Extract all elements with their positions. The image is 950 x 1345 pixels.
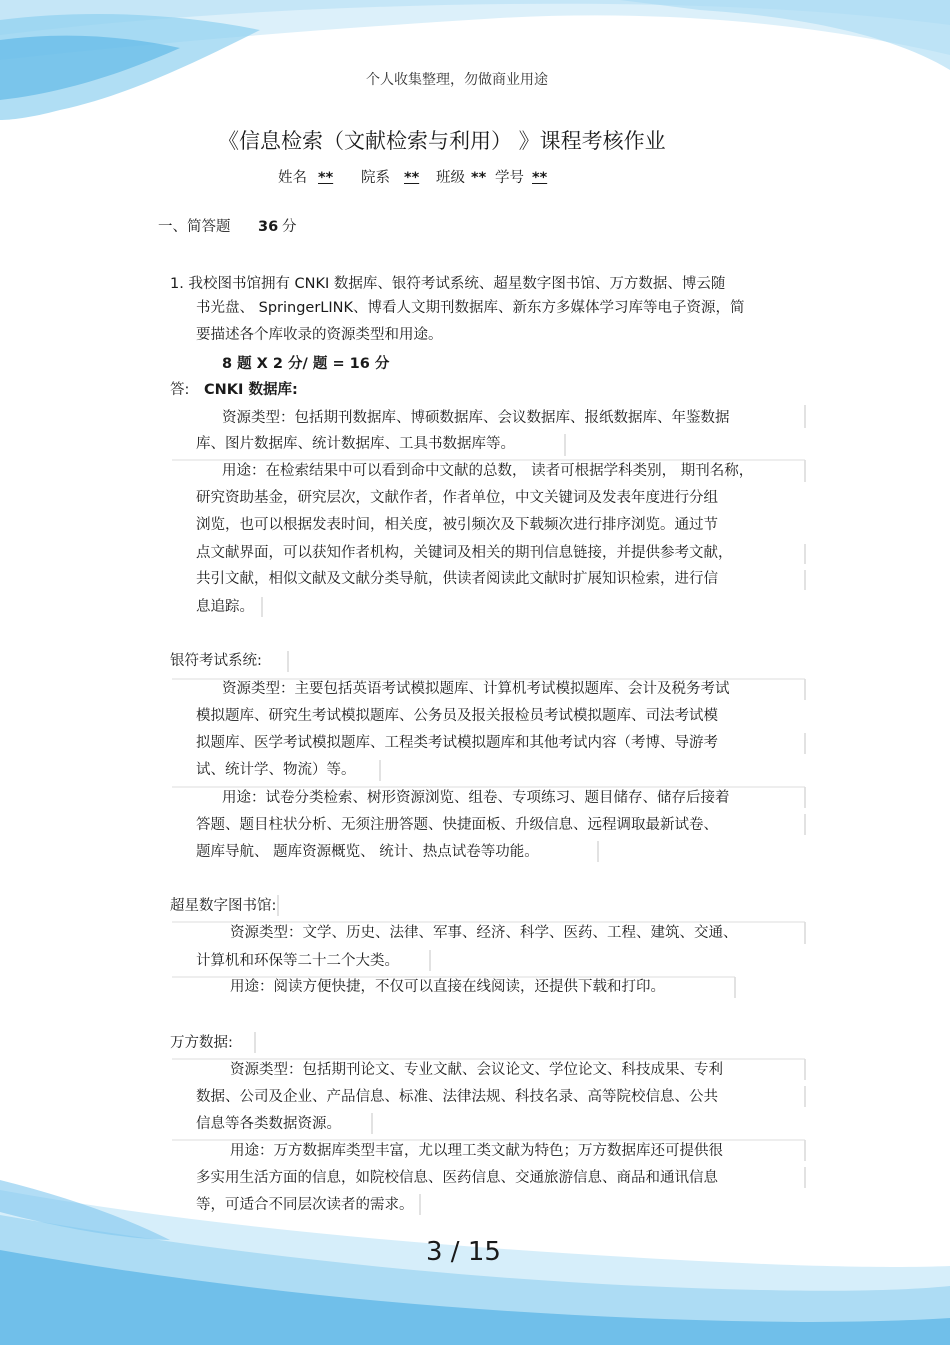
- block-line: 用途：试卷分类检索、树形资源浏览、组卷、专项练习、题目储存、储存后接着: [222, 790, 730, 806]
- name-label: 姓名: [278, 170, 307, 186]
- block-line: 数据、公司及企业、产品信息、标准、法律法规、科技名录、高等院校信息、公共: [196, 1089, 718, 1105]
- answer-label: 答:: [170, 382, 190, 398]
- name-value: **: [318, 170, 334, 186]
- block-line: 模拟题库、研究生考试模拟题库、公务员及报关报检员考试模拟题库、司法考试模: [196, 708, 718, 724]
- section-label: 一、简答题: [158, 219, 231, 235]
- block-line: 用途：在检索结果中可以看到命中文献的总数， 读者可根据学科类别， 期刊名称，: [222, 463, 754, 479]
- block-line: 点文献界面，可以获知作者机构，关键词及相关的期刊信息链接，并提供参考文献，: [196, 545, 733, 561]
- dept-label: 院系: [361, 170, 390, 186]
- id-value: **: [532, 170, 548, 186]
- block-line: 息追踪。: [196, 599, 254, 615]
- dept-value: **: [404, 170, 420, 186]
- block-line: 资源类型：文学、历史、法律、军事、经济、科学、医药、工程、建筑、交通、: [230, 925, 738, 941]
- block-line: 试、统计学、物流）等。: [196, 762, 356, 778]
- block-line: 信息等各类数据资源。: [196, 1116, 341, 1132]
- page-number: 3 / 15: [426, 1237, 501, 1267]
- block-line: 浏览，也可以根据发表时间，相关度，被引频次及下载频次进行排序浏览。通过节: [196, 517, 718, 533]
- block-line: 资源类型：包括期刊数据库、博硕数据库、会议数据库、报纸数据库、年鉴数据: [222, 410, 730, 426]
- block-line: 研究资助基金，研究层次，文献作者，作者单位，中文关键词及发表年度进行分组: [196, 490, 718, 506]
- block-heading: 万方数据:: [170, 1035, 233, 1051]
- block-line: 等，可适合不同层次读者的需求。: [196, 1197, 414, 1213]
- block-line: 用途：万方数据库类型丰富，尤以理工类文献为特色；万方数据库还可提供很: [230, 1143, 723, 1159]
- id-label: 学号: [495, 170, 524, 186]
- document-title: 《信息检索（文献检索与利用） 》课程考核作业: [218, 129, 666, 153]
- block-heading: 超星数字图书馆:: [170, 898, 277, 914]
- block-line: 资源类型：包括期刊论文、专业文献、会议论文、学位论文、科技成果、专利: [230, 1062, 723, 1078]
- block-line: 用途：阅读方便快捷，不仅可以直接在线阅读，还提供下载和打印。: [230, 979, 665, 995]
- block-line: 答题、题目柱状分析、无须注册答题、快捷面板、升级信息、远程调取最新试卷、: [196, 817, 718, 833]
- block-line: 资源类型：主要包括英语考试模拟题库、计算机考试模拟题库、会计及税务考试: [222, 681, 730, 697]
- block-heading: 银符考试系统:: [170, 653, 262, 669]
- block-line: 拟题库、医学考试模拟题库、工程类考试模拟题库和其他考试内容（考博、导游考: [196, 735, 718, 751]
- header-watermark: 个人收集整理，勿做商业用途: [366, 72, 548, 88]
- block-line: 共引文献，相似文献及文献分类导航，供读者阅读此文献时扩展知识检索，进行信: [196, 571, 718, 587]
- class-label: 班级: [436, 170, 465, 186]
- class-value: **: [471, 170, 487, 186]
- block-line: 计算机和环保等二十二个大类。: [196, 953, 399, 969]
- question-line: 要描述各个库收录的资源类型和用途。: [196, 327, 443, 343]
- block-line: 多实用生活方面的信息，如院校信息、医药信息、交通旅游信息、商品和通讯信息: [196, 1170, 718, 1186]
- section-score-unit: 分: [282, 219, 297, 235]
- question-score-line: 8 题 X 2 分/ 题 = 16 分: [222, 356, 390, 372]
- question-line: 书光盘、 SpringerLINK、博看人文期刊数据库、新东方多媒体学习库等电子资源，简: [196, 300, 745, 316]
- block-line: 题库导航、 题库资源概览、 统计、热点试卷等功能。: [196, 844, 539, 860]
- block-line: 库、图片数据库、统计数据库、工具书数据库等。: [196, 436, 515, 452]
- section-score: 36: [258, 219, 279, 235]
- block-heading: CNKI 数据库:: [204, 382, 298, 398]
- question-line: 1. 我校图书馆拥有 CNKI 数据库、银符考试系统、超星数字图书馆、万方数据、博云随: [170, 276, 726, 292]
